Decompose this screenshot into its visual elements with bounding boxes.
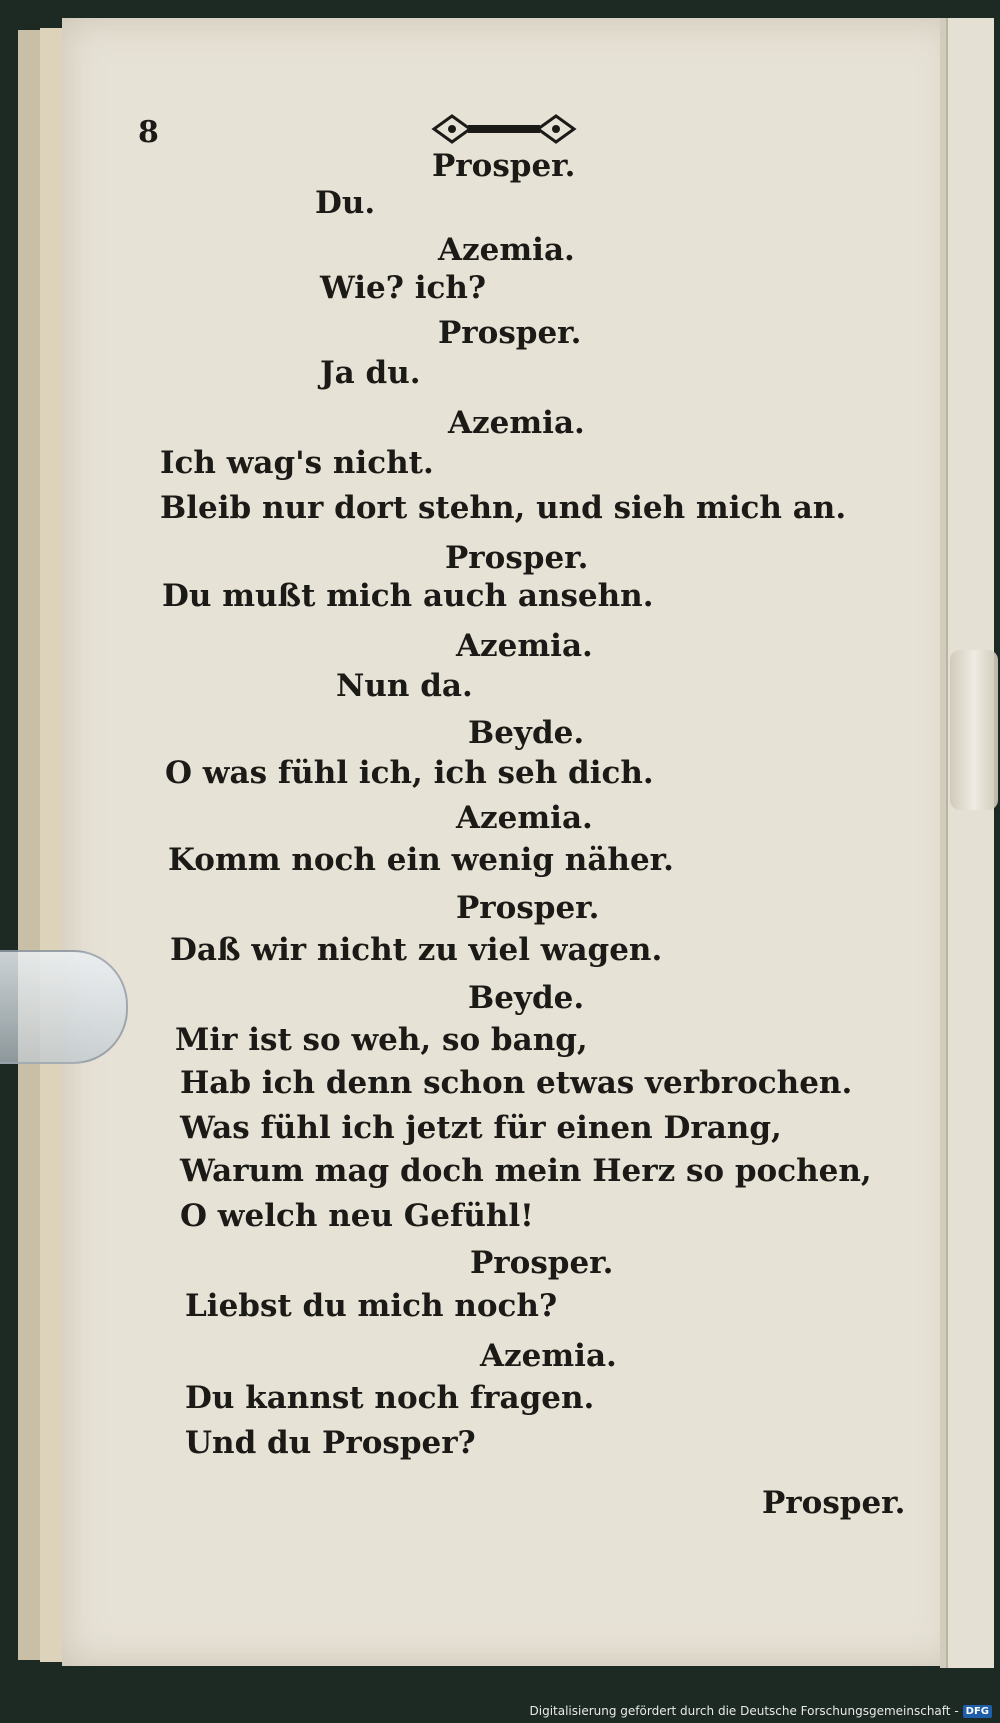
verse-line: Komm noch ein wenig näher. [168, 842, 674, 878]
speaker-name: Prosper. [432, 148, 576, 184]
speaker-name: Azemia. [456, 800, 593, 836]
verse-line: Du mußt mich auch ansehn. [162, 578, 654, 614]
verse-line: Warum mag doch mein Herz so pochen, [180, 1153, 872, 1189]
speaker-name: Azemia. [448, 405, 585, 441]
dfg-logo: DFG [963, 1705, 992, 1718]
ornament-divider-icon [430, 110, 578, 148]
page-number: 8 [138, 115, 159, 150]
speaker-name: Prosper. [438, 315, 582, 351]
binding-thread [950, 650, 998, 810]
page-clip [0, 950, 128, 1064]
verse-line: Wie? ich? [320, 270, 487, 306]
speaker-name: Beyde. [468, 715, 585, 751]
verse-line: O welch neu Gefühl! [180, 1198, 534, 1234]
speaker-name: Prosper. [762, 1485, 906, 1521]
verse-line: Und du Prosper? [185, 1425, 476, 1461]
verse-line: O was fühl ich, ich seh dich. [165, 755, 654, 791]
verse-line: Du kannst noch fragen. [185, 1380, 595, 1416]
verse-line: Was fühl ich jetzt für einen Drang, [180, 1110, 782, 1146]
digitization-footer [530, 1701, 993, 1721]
verse-line: Daß wir nicht zu viel wagen. [170, 932, 663, 968]
footer-credit: Digitalisierung gefördert durch die Deutsche Forschungsgemeinschaft - [529, 1704, 959, 1718]
verse-line: Bleib nur dort stehn, und sieh mich an. [160, 490, 847, 526]
speaker-name: Azemia. [438, 232, 575, 268]
verse-line: Ich wag's nicht. [160, 445, 434, 481]
facing-page-edge [946, 18, 994, 1668]
speaker-name: Prosper. [445, 540, 589, 576]
speaker-name: Prosper. [470, 1245, 614, 1281]
speaker-name: Azemia. [456, 628, 593, 664]
speaker-name: Azemia. [480, 1338, 617, 1374]
speaker-name: Beyde. [468, 980, 585, 1016]
verse-line: Ja du. [320, 355, 421, 391]
verse-line: Liebst du mich noch? [185, 1288, 558, 1324]
verse-line: Mir ist so weh, so bang, [175, 1022, 588, 1058]
speaker-name: Prosper. [456, 890, 600, 926]
verse-line: Hab ich denn schon etwas verbrochen. [180, 1065, 853, 1101]
verse-line: Nun da. [336, 668, 473, 704]
verse-line: Du. [315, 185, 376, 221]
